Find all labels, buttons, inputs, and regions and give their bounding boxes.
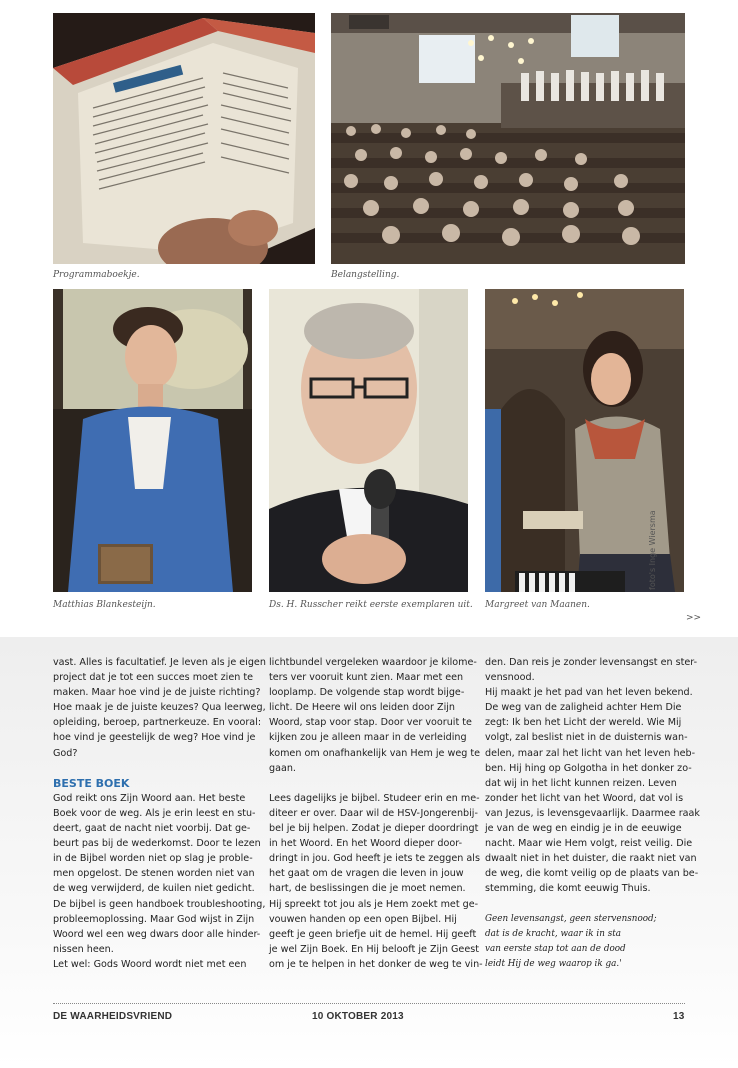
- caption-russcher: Ds. H. Russcher reikt eerste exemplaren uit.: [269, 600, 473, 610]
- text-line: nissen heen.: [53, 943, 114, 955]
- photo-programmaboekje: [53, 13, 315, 264]
- text-line: Hoe maak je de juiste keuzes? Qua leerweg,: [53, 702, 266, 714]
- text-line: God reikt ons Zijn Woord aan. Het beste: [53, 792, 246, 804]
- text-line: delen, maar zal het licht van het leven heb-: [485, 747, 696, 759]
- text-line: vensnood.: [485, 672, 535, 684]
- poem-line: dat is de kracht, waar ik in sta: [485, 928, 621, 939]
- text-line: vouwen handen op een open Bijbel. Hij: [269, 913, 457, 925]
- article-column-1: [53, 655, 266, 972]
- text-line: deert, gaat de nacht niet voorbij. Dat ge-: [53, 823, 251, 835]
- poem-line: van eerste stap tot aan de dood: [485, 943, 626, 954]
- text-line: Hij maakt je het pad van het leven bekend.: [485, 687, 693, 699]
- text-line: je van de weg en eindig je in de eeuwige: [485, 823, 682, 835]
- article-column-2: [269, 655, 483, 972]
- text-line: in het Woord. En het Woord dieper door-: [269, 838, 463, 850]
- text-line: den. Dan reis je zonder levensangst en ster-: [485, 657, 698, 668]
- text-line: je wel Zijn Boek. En Hij belooft je Zijn Geest: [269, 943, 479, 955]
- text-line: God?: [53, 747, 78, 759]
- text-line: dat wij in het licht kunnen reizen. Leven: [485, 777, 677, 789]
- text-line: om je te helpen in het donker de weg te vin-: [269, 958, 483, 970]
- text-line: lichtbundel vergeleken waardoor je kilome-: [269, 657, 477, 668]
- text-line: Boek voor de weg. Als je erin leest en stu-: [53, 807, 256, 819]
- text-line: Let wel: Gods Woord wordt niet met een: [53, 958, 247, 970]
- photo-russcher: [269, 289, 468, 592]
- text-line: kijken zou je alleen maar in de verleiding: [269, 732, 467, 744]
- text-line: dwaalt niet in het duister, die raakt niet van: [485, 853, 697, 865]
- text-line: project dat je tot een succes moet zien te: [53, 672, 254, 684]
- text-line: zegt: Ik ben het Licht der wereld. Wie Mij: [485, 717, 682, 729]
- footer-publication: DE WAARHEIDSVRIEND: [53, 1011, 173, 1022]
- photo-matthias: [53, 289, 252, 592]
- text-line: hoe vind je geestelijk de weg? Hoe vind je: [53, 732, 256, 744]
- text-line: Lees dagelijks je bijbel. Studeer erin en me-: [269, 792, 480, 804]
- text-line: ters ver vooruit kunt zien. Maar met een: [269, 672, 464, 684]
- text-line: diteer er over. Daar wil de HSV-Jongerenbij-: [269, 807, 478, 819]
- section-heading: BESTE BOEK: [53, 776, 130, 790]
- text-line: Woord, stap voor stap. Door ver vooruit te: [269, 717, 472, 729]
- text-line: de weg, die komt veilig op de plaats van be-: [485, 868, 699, 880]
- text-line: van Jezus, is levensgevaarlijk. Daarmee raak: [485, 807, 700, 819]
- text-line: stemming, die komt eeuwig Thuis.: [485, 883, 651, 895]
- poem-line: leidt Hij de weg waarop ik ga.': [485, 958, 622, 969]
- text-line: Hij spreekt tot jou als je Hem zoekt met ge-: [269, 898, 479, 910]
- text-line: De bijbel is geen handboek troubleshooting,: [53, 898, 266, 910]
- caption-margreet: Margreet van Maanen.: [485, 600, 590, 610]
- text-line: licht. De Heere wil ons leiden door Zijn: [269, 702, 455, 714]
- text-line: komen om onafhankelijk van Hem je weg te: [269, 747, 481, 759]
- text-line: zonder het licht van het Woord, dat vol is: [485, 792, 684, 804]
- text-line: dringt in jou. God heeft je iets te zeggen als: [269, 853, 480, 865]
- text-line: volgt, zal beslist niet in de duisternis wan-: [485, 732, 688, 744]
- text-line: bel je bij helpen. Zodat je dieper doordringt: [269, 823, 479, 835]
- text-line: hart, de beslissingen die je moet nemen.: [269, 883, 466, 895]
- text-line: het gaat om de vragen die leven in jouw: [269, 868, 464, 880]
- article-column-3: [485, 655, 700, 972]
- text-line: looplamp. De volgende stap wordt bijge-: [269, 687, 465, 699]
- text-line: in de Bijbel worden niet op slag je proble-: [53, 853, 253, 865]
- text-line: De weg van de zaligheid achter Hem Die: [485, 702, 682, 714]
- text-line: probleemoplossing. Maar God wijst in Zijn: [53, 913, 255, 925]
- text-line: ben. Hij hing op Golgotha in het donker zo-: [485, 762, 692, 774]
- text-line: vast. Alles is facultatief. Je leven als je eigen: [53, 657, 266, 668]
- footer-date: 10 OKTOBER 2013: [312, 1011, 404, 1022]
- text-line: geeft je geen briefje uit de hemel. Hij geeft: [269, 928, 477, 940]
- text-line: Woord wel een weg dwars door alle hinder-: [53, 928, 261, 940]
- text-line: maken. Maar hoe vind je de juiste richting?: [53, 687, 261, 699]
- caption-programmaboekje: Programmaboekje.: [53, 270, 140, 280]
- poem-line: Geen levensangst, geen stervensnood;: [485, 913, 657, 924]
- text-line: gaan.: [269, 762, 296, 774]
- caption-belangstelling: Belangstelling.: [331, 270, 400, 280]
- text-line: beurt pas bij de wederkomst. Door te lezen: [53, 838, 261, 850]
- text-line: opleiding, beroep, partnerkeuze. En vooral:: [53, 717, 262, 729]
- photo-belangstelling: [331, 13, 685, 264]
- footer-page-number: 13: [673, 1011, 685, 1022]
- caption-matthias: Matthias Blankesteijn.: [53, 600, 156, 610]
- text-line: nacht. Maar wie Hem volgt, reist veilig. Die: [485, 838, 693, 850]
- continue-marker: >>: [686, 613, 702, 623]
- photo-credit: foto's Inge Wiersma: [648, 510, 657, 590]
- footer-divider: [53, 1003, 685, 1004]
- text-line: de weg verwijderd, de kuilen niet gedicht.: [53, 883, 255, 895]
- text-line: men opgelost. De stenen worden niet van: [53, 868, 255, 880]
